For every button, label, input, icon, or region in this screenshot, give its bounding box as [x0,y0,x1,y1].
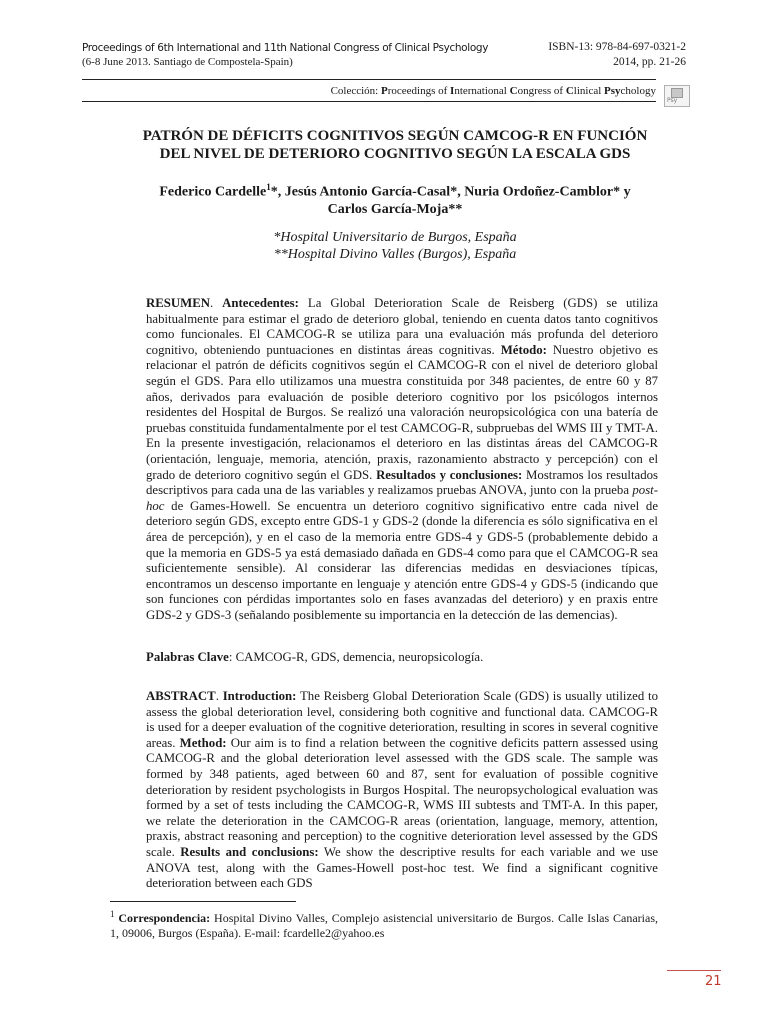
collection-part: roceedings of [387,85,451,97]
proceedings-title: Proceedings of 6th International and 11th National Congress of Clinical Psychology [82,42,489,54]
collection-part: chology [620,85,656,97]
author-line [110,179,680,201]
body-text: La Global Deterioration Scale de Reisberg (GDS) se utiliza habitualmente para estimar el grado de deterioro global, teniendo en cuenta datos tanto cognitivos como funcionales. El CAMCOG-R se utiliza para una evaluación más profunda del deterioro cognitivo, obteniendo puntuaciones en distintas áreas cognitivas. [146,296,658,357]
page-number: 21 [705,974,722,989]
collection-part: P [380,85,388,97]
body-text: Nuestro objetivo es relacionar el patrón de déficits cognitivos según el CAMCOG-R con el nivel de deterioro global según el GDS. Para ello utilizamos una muestra constituida por 348 pacientes, de entre 60 y 87 años, derivados para evaluación de posible deterioro cognitivo por los psicólogos internos residentes del Hospital de Burgos. Se realizó una valoración neuropsicológica con una batería de pruebas constituida fundamentalmente por el test CAMCOG-R, subpruebas del WMS III y TMT-A. En la presente investigación, relacionamos el deterioro en las distintas áreas del CAMCOG-R (orientación, lenguaje, memoria, atención, praxis, razonamiento abstracto y percepción) con el grado de deterioro cognitivo según el GDS. [146,342,658,482]
abstract-paragraph: ABSTRACT. Introduction: The Reisberg Global Deterioration Scale (GDS) is usually utilized to assess the global deterioration level, considering both cognitive and functional data. CAMCOG-R is used for a deeper evaluation of the cognitive deterioration, resulting in scores in several cognitive areas. Method: Our aim is to find a relation between the cognitive deficits pattern assessed using CAMCOG-R and the global deterioration level assessed with the GDS scale. The sample was formed by 348 patients, aged between 60 and 87, sent for evaluation of possible cognitive deterioration by resident psychologists in Burgos Hospital. The neuropsychological evaluation was formed by a set of tests including the CAMCOG-R, WMS III subtests and TMT-A. In this paper, we relate the deterioration in the CAMCOG-R areas (orientation, language, memory, attention, praxis, abstract reasoning and perception) to the cognitive deterioration level assessed by the GDS scale. Results and conclusions: We show the descriptive results for each variable and we use ANOVA test, along with the Games-Howell post-hoc test. We find a significant cognitive deterioration between each GDS [146,689,658,891]
collection-part: ongress of [517,85,566,97]
body-text: Our aim is to find a relation between the cognitive deficits pattern assessed using CAMCOG-R and the global deterioration level assessed with the GDS scale. The sample was formed by 348 patients, aged between 60 and 87, sent for evaluation of possible cognitive deterioration by resident psychologists in Burgos Hospital. The neuropsychological evaluation was formed by a set of tests including the CAMCOG-R, WMS III subtests and TMT-A. In this paper, we relate the deterioration in the CAMCOG-R areas (orientation, language, memory, attention, praxis, abstract reasoning and perception) to the cognitive deterioration level assessed by the GDS scale. [146,735,658,859]
author-names: *, Jesús Antonio García-Casal*, Nuria Ordoñez-Camblor* y [270,184,631,200]
header-rule-top [82,79,656,80]
body-text: de Games-Howell. Se encuentra un deterioro cognitivo significativo entre cada nivel de deterioro según GDS, excepto entre GDS-1 y GDS-2 (donde la diferencia es sólo significativa en el área de percepción), y en el caso de la memoria entre GDS-4 y GDS-5 (probablemente debido a que la memoria en GDS-5 ya está demasiado dañada en GDS-4 como para que el CAMCOG-R sea suficientemente sensible). Al considerar las diferencias medidas en desviaciones típicas, encontramos un descenso importante en lenguaje y atención entre GDS-4 y GDS-5 (indicando que son funciones con pérdidas importantes solo en fases avanzadas del deterioro) y en praxis entre GDS-2 y GDS-3 (señalando posiblemente su importancia en la detección de las demencias). [146,498,658,622]
section-label: RESUMEN [146,296,210,310]
footnote-label: Correspondencia: [118,911,211,925]
author-list [110,179,680,218]
collection-part: linical [573,85,605,97]
subsection-label: Resultados y conclusiones: [376,467,523,482]
footnote-number: 1 [110,909,115,919]
subsection-label: Introduction: [222,689,297,703]
subsection-label: Método: [500,342,547,357]
collection-part: I [450,85,455,97]
subsection-label: Results and conclusions: [180,844,319,859]
footnote [110,907,658,941]
header-rule-bottom [82,101,656,102]
resumen-paragraph: RESUMEN. Antecedentes: La Global Deterioration Scale de Reisberg (GDS) se utiliza habitualmente para estimar el grado de deterioro global, teniendo en cuenta datos tanto cognitivos como funcionales. El CAMCOG-R se utiliza para una evaluación más profunda del deterioro cognitivo, obteniendo puntuaciones en distintas áreas cognitivas. Método: Nuestro objetivo es relacionar el patrón de déficits cognitivos según el CAMCOG-R con el nivel de deterioro global según el GDS. Para ello utilizamos una muestra constituida por 348 pacientes, de entre 60 y 87 años, derivados para evaluación de posible deterioro cognitivo por los psicólogos internos residentes del Hospital de Burgos. Se realizó una valoración neuropsicológica con una batería de pruebas constituida fundamentalmente por el test CAMCOG-R, subpruebas del WMS III y TMT-A. En la presente investigación, relacionamos el deterioro en las distintas áreas del CAMCOG-R (orientación, lenguaje, memoria, atención, praxis, razonamiento abstracto y percepción) con el grado de deterioro cognitivo según el GDS. Resultados y conclusiones: Mostramos los resultados descriptivos para cada una de las variables y realizamos pruebas ANOVA, junto con la prueba post-hoc de Games-Howell. Se encuentra un deterioro cognitivo significativo entre cada nivel de deterioro según GDS, excepto entre GDS-1 y GDS-2 (donde la diferencia es sólo significativa en el área de percepción), y en el caso de la memoria entre GDS-4 y GDS-5 (probablemente debido a que la memoria en GDS-5 ya está demasiado dañada en GDS-4 como para que el CAMCOG-R sea suficientemente sensible). Al considerar las diferencias medidas en desviaciones típicas, encontramos un descenso importante en lenguaje y atención entre GDS-4 y GDS-5 (indicando que son funciones con pérdidas importantes solo en fases avanzadas del deterioro) y en praxis entre GDS-2 y GDS-3 (señalando posiblemente su importancia en la detección de las demencias). [146,296,658,622]
keywords-paragraph [146,650,658,666]
affiliation: **Hospital Divino Valles (Burgos), España [273,247,517,262]
logo-text: Psy [667,97,678,104]
collection-prefix: Colección: [330,85,381,97]
subsection-label: Method: [179,735,227,750]
journal-logo-icon [664,85,690,107]
author-line: Carlos García-Moja** [327,201,463,217]
collection-part: nternational [454,85,510,97]
collection-part: C [565,85,574,97]
title-line: PATRÓN DE DÉFICITS COGNITIVOS SEGÚN CAMCOG-R EN FUNCIÓN [142,128,648,144]
footnote-rule [110,901,296,902]
keywords-label: Palabras Clave [146,650,229,664]
keywords-text: : CAMCOG-R, GDS, demencia, neuropsicología. [228,650,484,664]
subsection-label: Antecedentes: [222,296,299,310]
page-number-rule [667,970,721,971]
body-text: We show the descriptive results for each variable and we use ANOVA test, along with the Games-Howell post-hoc test. We find a significant cognitive deterioration between each GDS [146,844,658,891]
section-label: ABSTRACT [146,689,216,703]
italic-term: post-hoc [146,483,658,513]
affiliations [82,229,708,263]
collection-line [331,85,656,97]
paper-title [82,127,708,163]
conference-dates: (6-8 June 2013. Santiago de Compostela-Spain) [82,56,293,68]
collection-part: C [509,85,518,97]
author-name: Federico Cardelle [159,184,267,200]
footnote-text: Hospital Divino Valles, Complejo asistencial universitario de Burgos. Calle Islas Canarias, 1, 09006, Burgos (España). E-mail: fcardelle2@yahoo.es [110,911,659,940]
collection-part: Psy [604,85,621,97]
title-line: DEL NIVEL DE DETERIORO COGNITIVO SEGÚN LA ESCALA GDS [159,146,631,162]
year-pages: 2014, pp. 21-26 [613,56,686,68]
body-text: Mostramos los resultados descriptivos para cada una de las variables y realizamos pruebas ANOVA, junto con la prueba [146,467,658,498]
isbn: ISBN-13: 978-84-697-0321-2 [548,41,686,53]
body-text: The Reisberg Global Deterioration Scale (GDS) is usually utilized to assess the global deterioration level, considering both cognitive and functional data. CAMCOG-R is used for a deeper evaluation of the cognitive deterioration, resulting in scores in several cognitive areas. [146,689,658,750]
footnote-ref: 1 [266,182,271,192]
affiliation: *Hospital Universitario de Burgos, España [273,230,517,245]
